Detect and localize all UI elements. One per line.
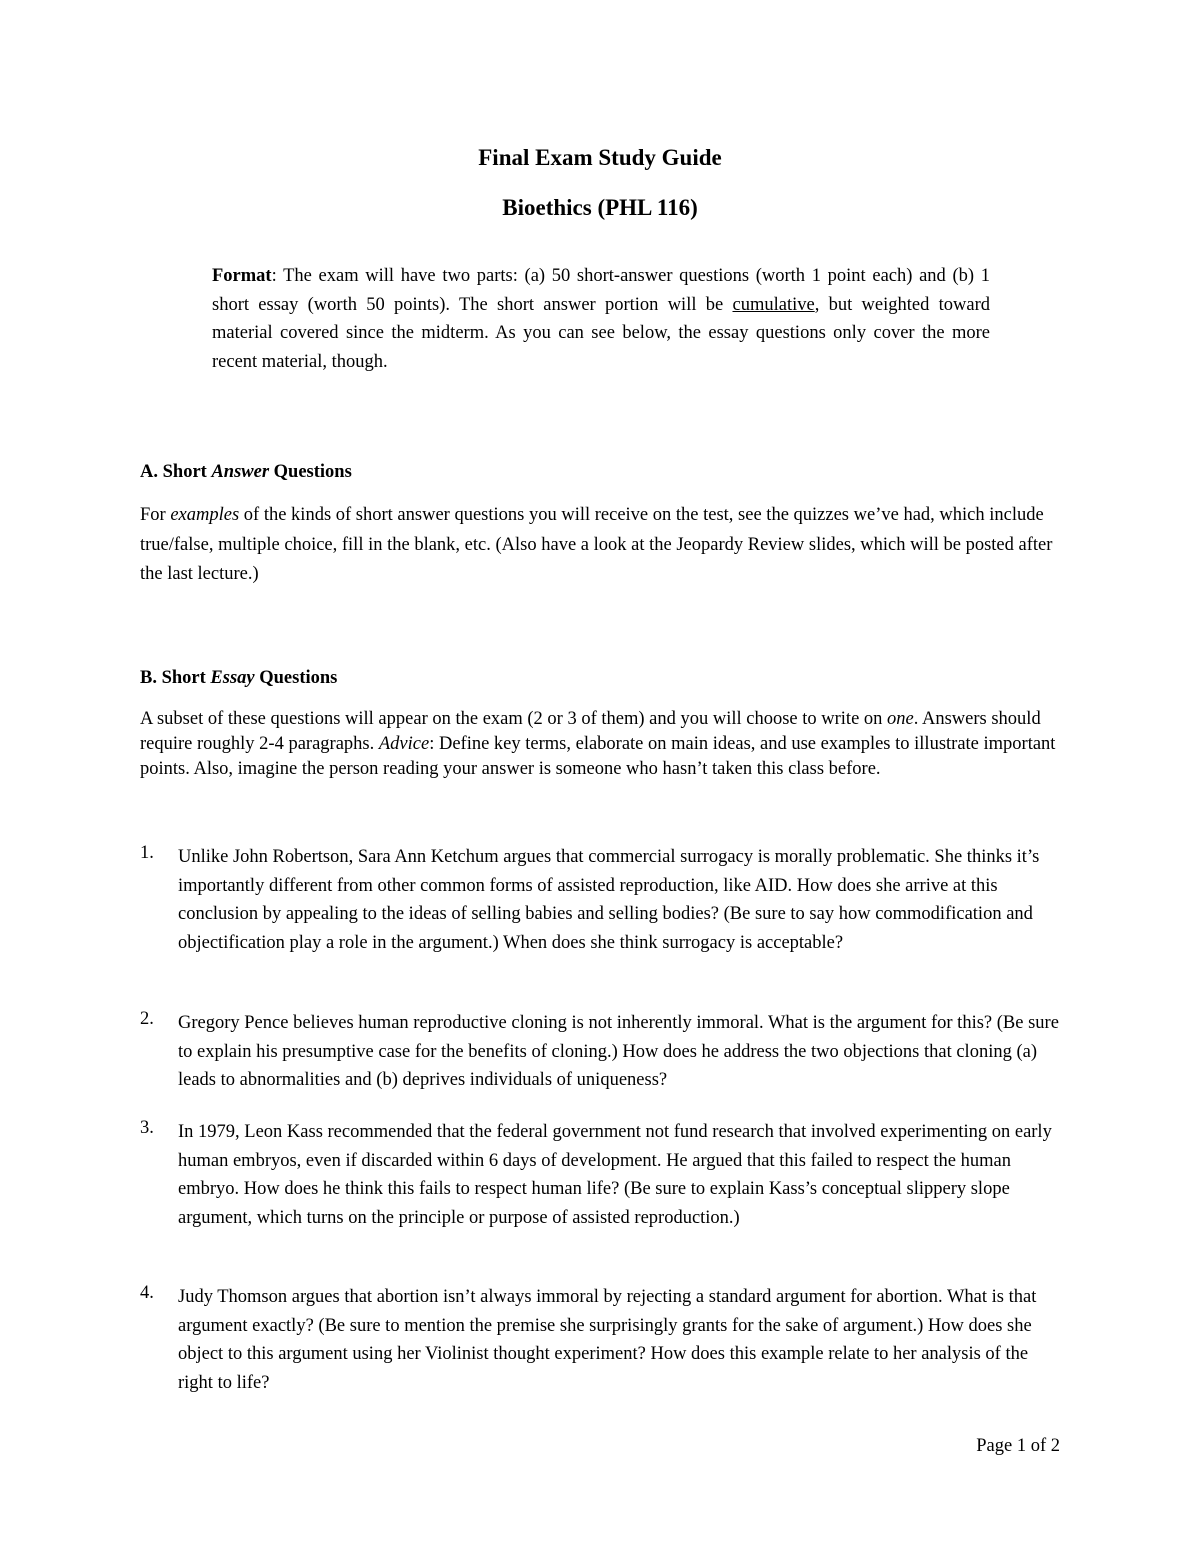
format-text-2: , but weighted toward material covered since the midterm. As you can see below, the essay questions only cover the more recent material, though. bbox=[212, 294, 990, 372]
format-cumulative-underlined: cumulative bbox=[732, 294, 815, 315]
page-number: Page 1 of 2 bbox=[976, 1436, 1060, 1456]
section-b-body-em-2: Advice bbox=[378, 734, 430, 754]
question-text: Unlike John Robertson, Sara Ann Ketchum argues that commercial surrogacy is morally problematic. She thinks it’s importantly different from other common forms of assisted reproduction, like AID. How does she arrive at this conclusion by appealing to the ideas of selling babies and selling bodies? (Be sure to say how commodification and objectification play a role in the argument.) When does she think surrogacy is acceptable? bbox=[178, 847, 1040, 953]
question-text: Judy Thomson argues that abortion isn’t always immoral by rejecting a standard argument for abortion. What is that argument exactly? (Be sure to mention the premise she surprisingly grants for the sake of argument.) How does she object to this argument using her Violinist thought experiment? How does this example relate to her analysis of the right to life? bbox=[178, 1287, 1037, 1393]
page-title: Final Exam Study Guide bbox=[478, 145, 722, 170]
section-a-heading bbox=[140, 462, 352, 483]
section-a-heading-em: Answer bbox=[211, 462, 270, 482]
section-b-body-3: : Define key terms, elaborate on main ideas, and use examples to illustrate important points. Also, imagine the person reading your answer is someone who hasn’t taken this class before. bbox=[140, 734, 1056, 779]
format-paragraph bbox=[212, 262, 990, 376]
section-a-body-post: of the kinds of short answer questions you will receive on the test, see the quizzes we’ve had, which include true/false, multiple choice, fill in the blank, etc. (Also have a look at the Jeopardy Review slides, which will be posted after the last lecture.) bbox=[140, 505, 1053, 584]
section-b-body-2: . Answers should require roughly 2-4 paragraphs. bbox=[140, 709, 1041, 754]
section-b-heading bbox=[140, 668, 337, 689]
format-text-1: : The exam will have two parts: (a) 50 short-answer questions (worth 1 point each) and (b) 1 short essay (worth 50 points). The short answer portion will be bbox=[212, 266, 990, 315]
section-b-body-1: A subset of these questions will appear on the exam (2 or 3 of them) and you will choose to write on bbox=[140, 709, 888, 729]
section-a-heading-pre: A. Short bbox=[140, 462, 212, 482]
section-b-body-em-1: one bbox=[887, 709, 914, 729]
question-number: 3. bbox=[140, 1118, 154, 1138]
section-b-paragraph bbox=[140, 707, 1060, 782]
course-subtitle: Bioethics (PHL 116) bbox=[502, 195, 698, 220]
section-a-body-pre: For bbox=[140, 505, 171, 525]
section-a-body-em: examples bbox=[170, 505, 240, 525]
section-b-heading-post: Questions bbox=[254, 668, 338, 688]
question-number: 1. bbox=[140, 843, 154, 863]
section-b-heading-em: Essay bbox=[210, 668, 255, 688]
format-label: Format bbox=[212, 266, 272, 286]
question-number: 2. bbox=[140, 1009, 154, 1029]
question-number: 4. bbox=[140, 1283, 154, 1303]
question-text: Gregory Pence believes human reproductive cloning is not inherently immoral. What is the argument for this? (Be sure to explain his presumptive case for the benefits of cloning.) How does he address the two objections that cloning (a) leads to abnormalities and (b) deprives individuals of uniqueness? bbox=[178, 1013, 1059, 1090]
section-a-paragraph bbox=[140, 501, 1060, 590]
section-b-heading-pre: B. Short bbox=[140, 668, 211, 688]
question-text: In 1979, Leon Kass recommended that the federal government not fund research that involved experimenting on early human embryos, even if discarded within 6 days of development. He argued that this failed to respect the human embryo. How does he think this fails to respect human life? (Be sure to explain Kass’s conceptual slippery slope argument, which turns on the principle or purpose of assisted reproduction.) bbox=[178, 1122, 1052, 1228]
section-a-heading-post: Questions bbox=[269, 462, 352, 482]
